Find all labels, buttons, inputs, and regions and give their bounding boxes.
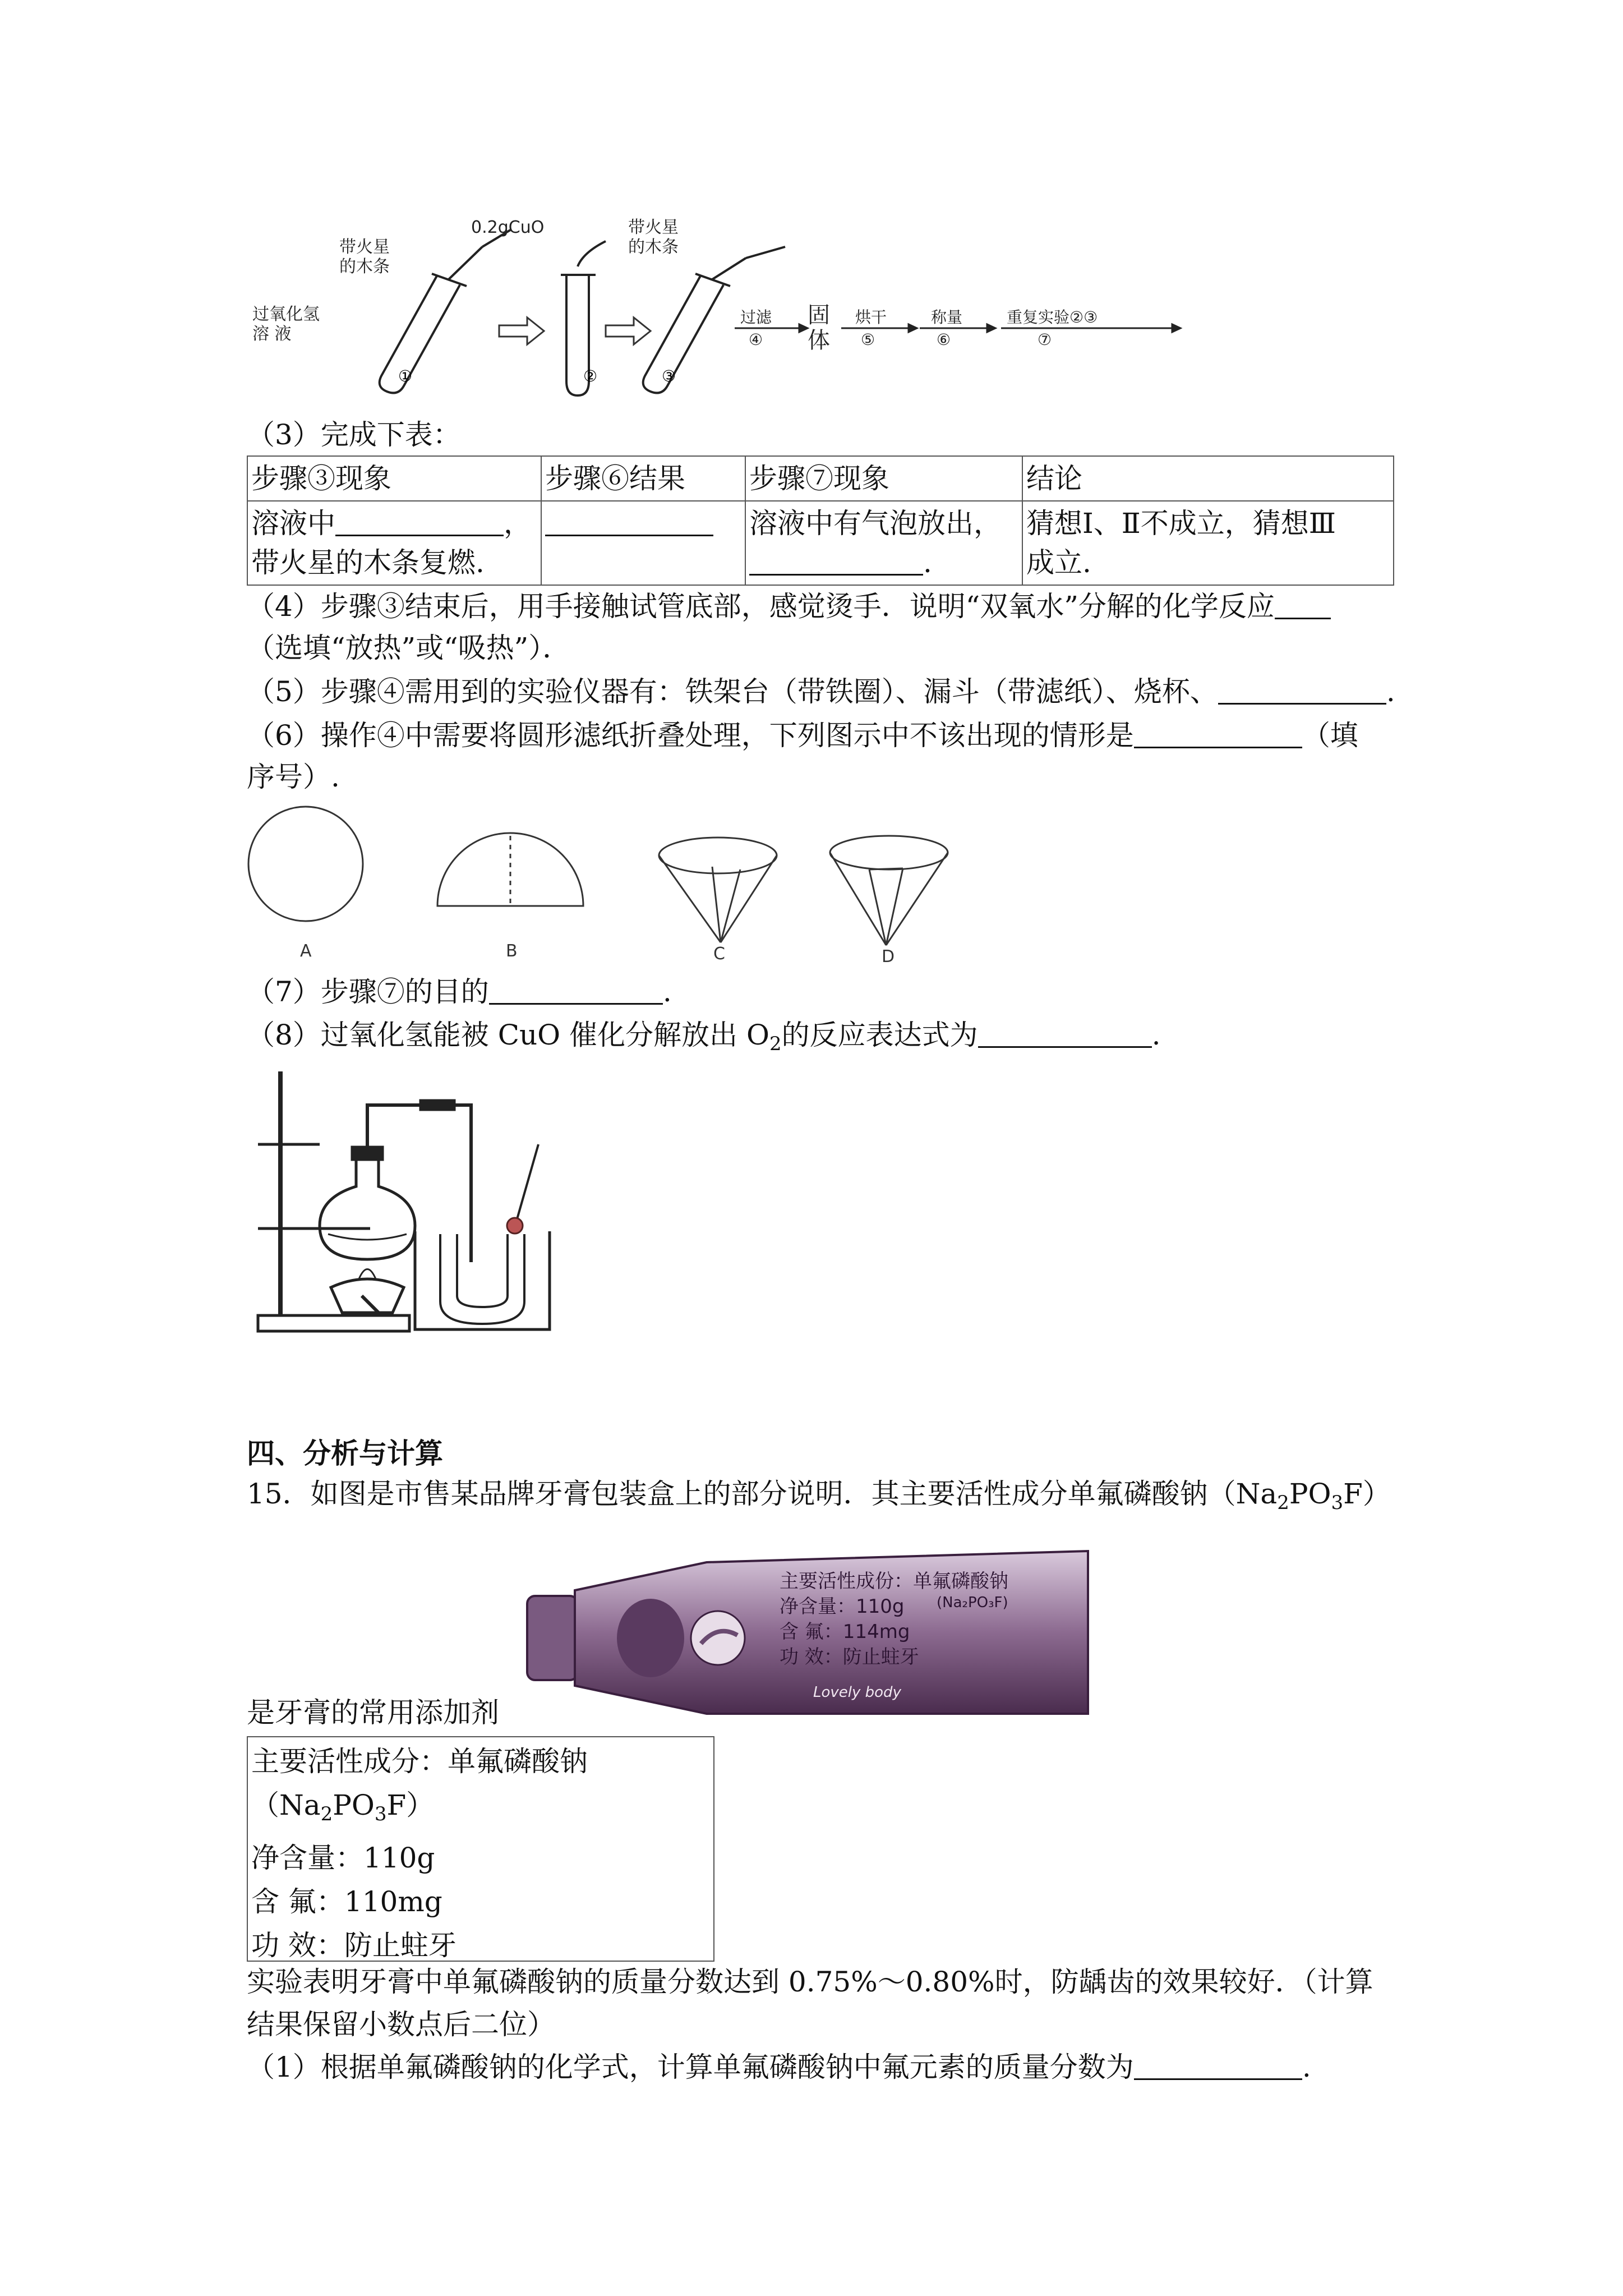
u-tube-icon bbox=[440, 1234, 524, 1324]
circle-paper-icon bbox=[248, 807, 363, 921]
fig2-label-b: B bbox=[506, 941, 518, 961]
alcohol-lamp-icon bbox=[331, 1269, 404, 1313]
fig1-solid-2: 体 bbox=[808, 328, 830, 353]
fig1-step6-text: 称量 bbox=[931, 308, 963, 326]
answer-blank[interactable] bbox=[978, 1018, 1152, 1048]
q8-end: . bbox=[1151, 1019, 1161, 1051]
half-folded-paper-icon bbox=[437, 833, 583, 906]
cell-step3-line2: 带火星的木条复燃. bbox=[251, 546, 485, 579]
info-formula-b: PO bbox=[333, 1789, 375, 1821]
fig1-step7-text: 重复实验②③ bbox=[1007, 308, 1098, 326]
brand-logo-icon bbox=[691, 1611, 745, 1665]
q6-line2: 序号）. bbox=[247, 761, 340, 793]
fig1-label-left-top: 带火星 bbox=[339, 237, 390, 257]
info-formula-a: （Na bbox=[251, 1789, 321, 1821]
q3-table bbox=[247, 455, 1394, 586]
beaker-icon bbox=[415, 1231, 550, 1329]
q6-text: （6）操作④中需要将圆形滤纸折叠处理，下列图示中不该出现的情形是 bbox=[247, 719, 1134, 752]
q15-text-b: PO bbox=[1289, 1478, 1331, 1510]
cell-step7-line1: 溶液中有气泡放出， bbox=[749, 507, 1002, 540]
photo-line4: 功 效：防止蛀牙 bbox=[780, 1646, 919, 1668]
info-formula-c: F） bbox=[386, 1789, 435, 1821]
fig1-tube-3-number: ③ bbox=[662, 367, 676, 385]
q15-body-line3 bbox=[247, 2049, 1311, 2086]
q4-text: （4）步骤③结束后，用手接触试管底部，感觉烫手．说明“双氧水”分解的化学反应 bbox=[247, 590, 1275, 623]
photo-line2: 净含量：110g bbox=[780, 1595, 905, 1618]
q8-text-b: 的反应表达式为 bbox=[781, 1019, 978, 1051]
photo-line3: 含 氟：114mg bbox=[780, 1621, 910, 1643]
fig1-step5-number: ⑤ bbox=[861, 330, 875, 349]
fig1-step4-number: ④ bbox=[749, 330, 763, 349]
table-cell-step3 bbox=[247, 501, 541, 585]
q15-q1-text: （1）根据单氟磷酸钠的化学式，计算单氟磷酸钠中氟元素的质量分数为 bbox=[247, 2051, 1134, 2083]
experiment-flow-figure bbox=[247, 213, 1200, 398]
fig1-step7-number: ⑦ bbox=[1038, 330, 1052, 349]
fig1-label-right-bottom: 的木条 bbox=[628, 237, 679, 257]
stand-base-icon bbox=[258, 1315, 409, 1331]
q5-line bbox=[247, 673, 1395, 710]
answer-blank[interactable] bbox=[489, 975, 663, 1005]
fig1-solid-1: 固 bbox=[808, 302, 830, 328]
info-line3: 净含量：110g bbox=[251, 1842, 435, 1874]
toothpaste-photo bbox=[522, 1545, 1094, 1725]
fig1-step5-text: 烘干 bbox=[855, 308, 887, 326]
q15-sub1: 2 bbox=[1277, 1492, 1289, 1514]
answer-blank[interactable] bbox=[1218, 675, 1386, 705]
photo-line1b: (Na₂PO₃F) bbox=[937, 1594, 1008, 1611]
q8-text-a: （8）过氧化氢能被 CuO 催化分解放出 O bbox=[247, 1019, 769, 1051]
q8-line bbox=[247, 1016, 1160, 1062]
fig1-label-left-bottom: 的木条 bbox=[339, 257, 390, 277]
fig2-label-a: A bbox=[300, 941, 312, 961]
answer-blank[interactable] bbox=[1275, 590, 1331, 619]
q15-text-a: 15．如图是市售某品牌牙膏包装盒上的部分说明．其主要活性成分单氟磷酸钠（Na bbox=[247, 1478, 1278, 1510]
answer-blank[interactable] bbox=[1134, 719, 1302, 748]
q7-text: （7）步骤⑦的目的 bbox=[247, 976, 489, 1008]
q5-end: . bbox=[1386, 675, 1395, 708]
q15-line1 bbox=[247, 1475, 1391, 1521]
q3-title: （3）完成下表： bbox=[247, 418, 461, 451]
fig1-tube-1-number: ① bbox=[398, 367, 413, 385]
fig2-label-c: C bbox=[713, 944, 725, 964]
table-header-3: 步骤⑦现象 bbox=[745, 456, 1022, 501]
q15-body-line2: 结果保留小数点后二位） bbox=[247, 2008, 555, 2041]
round-flask-icon bbox=[320, 1147, 415, 1259]
table-cell-step6 bbox=[541, 501, 745, 585]
q15-q1-end: . bbox=[1302, 2051, 1311, 2083]
fig2-label-d: D bbox=[882, 947, 895, 967]
answer-blank[interactable] bbox=[545, 507, 713, 536]
arrow-right-icon bbox=[499, 318, 544, 344]
photo-line1: 主要活性成份：单氟磷酸钠 bbox=[780, 1570, 1008, 1593]
q8-subscript: 2 bbox=[769, 1033, 782, 1055]
q15-body-line1: 实验表明牙膏中单氟磷酸钠的质量分数达到 0.75%～0.80%时，防龋齿的效果较好．（计算 bbox=[247, 1966, 1373, 1998]
fig1-label-solution-2: 溶 液 bbox=[252, 324, 292, 344]
fig1-label-cuo: 0.2gCuO bbox=[471, 218, 545, 237]
photo-brand: Lovely body bbox=[813, 1684, 901, 1701]
q4-line1 bbox=[247, 588, 1331, 625]
info-formula-sub2: 3 bbox=[374, 1803, 387, 1825]
splint-icon bbox=[516, 1144, 538, 1223]
section-title: 四、分析与计算 bbox=[247, 1437, 443, 1470]
answer-blank[interactable] bbox=[335, 507, 504, 536]
cone-paper-d-icon bbox=[830, 836, 948, 945]
q7-end: . bbox=[662, 976, 672, 1008]
fig1-tube-2-number: ② bbox=[583, 367, 598, 385]
q15-sub2: 3 bbox=[1331, 1492, 1344, 1514]
fig1-label-right-top: 带火星 bbox=[628, 218, 679, 237]
table-header-1: 步骤③现象 bbox=[247, 456, 541, 501]
cell-conclusion-line2: 成立. bbox=[1026, 546, 1091, 579]
fig1-step4-text: 过滤 bbox=[740, 308, 772, 326]
cell-step3-prefix: 溶液中 bbox=[251, 507, 335, 540]
ingredient-info-box bbox=[247, 1736, 714, 1962]
info-line2 bbox=[251, 1783, 710, 1836]
q7-line bbox=[247, 973, 672, 1010]
cell-conclusion-line1: 猜想Ⅰ、Ⅱ不成立，猜想Ⅲ bbox=[1026, 507, 1336, 540]
q5-text: （5）步骤④需用到的实验仪器有：铁架台（带铁圈）、漏斗（带滤纸）、烧杯、 bbox=[247, 675, 1218, 708]
cone-paper-c-icon bbox=[659, 838, 777, 942]
cell-step3-comma: ， bbox=[504, 507, 532, 540]
info-formula-sub1: 2 bbox=[320, 1803, 333, 1825]
fig1-step6-number: ⑥ bbox=[937, 330, 951, 349]
info-line5: 功 效：防止蛀牙 bbox=[251, 1929, 457, 1962]
q15-line2: 是牙膏的常用添加剂 bbox=[247, 1696, 499, 1729]
info-line4: 含 氟：110mg bbox=[251, 1885, 442, 1918]
table-cell-conclusion bbox=[1022, 501, 1394, 585]
answer-blank[interactable] bbox=[749, 546, 923, 576]
answer-blank[interactable] bbox=[1134, 2050, 1302, 2080]
filter-paper-figure bbox=[247, 802, 1009, 970]
table-header-2: 步骤⑥结果 bbox=[541, 456, 745, 501]
info-line1: 主要活性成分：单氟磷酸钠 bbox=[251, 1745, 588, 1778]
gas-apparatus-figure bbox=[247, 1066, 572, 1341]
q6-line1 bbox=[247, 717, 1358, 754]
arrow-right-icon bbox=[606, 318, 651, 344]
fig1-label-solution-1: 过氧化氢 bbox=[252, 305, 320, 324]
cell-step7-period: . bbox=[923, 546, 932, 579]
q6-text-end: （填 bbox=[1302, 719, 1358, 752]
table-cell-step7 bbox=[745, 501, 1022, 585]
q15-text-c: F） bbox=[1343, 1478, 1391, 1510]
q4-line2: （选填“放热”或“吸热”）． bbox=[247, 632, 571, 664]
table-header-4: 结论 bbox=[1022, 456, 1394, 501]
